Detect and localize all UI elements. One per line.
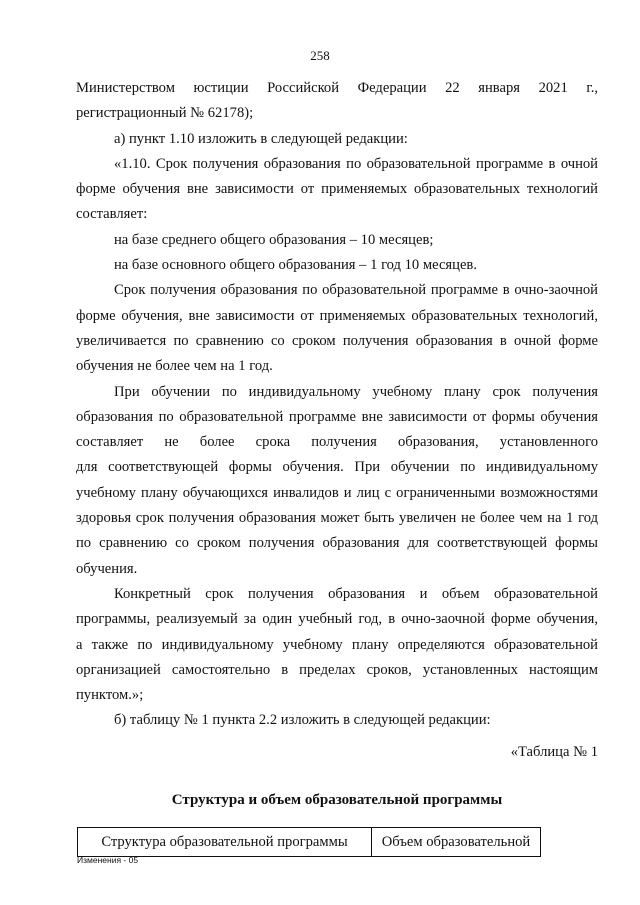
list-item-b: б) таблицу № 1 пункта 2.2 изложить в следующей редакции: — [114, 712, 491, 729]
text-line: Конкретный срок получения образования и объем образовательной — [114, 585, 598, 602]
text-line: регистрационный № 62178); — [76, 105, 254, 122]
text-line: увеличивается по сравнению со сроком получения образования в очной форме — [76, 332, 598, 349]
text-line: а также по индивидуальному учебному плану определяются образовательной — [76, 636, 598, 653]
text-line: здоровья срок получения образования может быть увеличен не более чем на 1 год — [76, 510, 598, 527]
text-line: «1.10. Срок получения образования по образовательной программе в очной — [114, 155, 598, 172]
text-line: на базе основного общего образования – 1 год 10 месяцев. — [114, 257, 477, 274]
text-line: для соответствующей формы обучения. При обучении по индивидуальному — [76, 459, 598, 476]
text-line: на базе среднего общего образования – 10 месяцев; — [114, 231, 434, 248]
text-line: образования по образовательной программе вне зависимости от формы обучения — [76, 408, 598, 425]
table-label: «Таблица № 1 — [510, 743, 598, 760]
text-line: форме обучения вне зависимости от применяемых образовательных технологий — [76, 181, 598, 198]
table-title: Структура и объем образовательной программы — [171, 792, 503, 809]
text-line: составляет: — [76, 206, 148, 223]
page-number: 258 — [310, 48, 330, 63]
text-line: При обучении по индивидуальному учебному плану срок получения — [114, 383, 598, 400]
text-line: Министерством юстиции Российской Федерации 22 января 2021 г., — [76, 80, 598, 96]
text-line: форме обучения, вне зависимости от применяемых образовательных технологий, — [76, 307, 598, 324]
text-line: составляет не более срока получения образования, установленного — [76, 434, 598, 451]
footer-note: Изменения - 05 — [77, 855, 139, 865]
text-line: обучения. — [76, 560, 138, 577]
structure-table — [77, 827, 541, 857]
table-header-cell: Структура образовательной программы — [78, 828, 372, 857]
text-line: пунктом.»; — [76, 687, 144, 704]
table-header-row — [78, 828, 541, 857]
list-item-a: а) пункт 1.10 изложить в следующей редакции: — [114, 130, 408, 147]
text-line: обучения не более чем на 1 год. — [76, 358, 273, 375]
table-header-cell: Объем образовательной — [372, 828, 541, 857]
text-line: организацией самостоятельно в пределах сроков, установленных настоящим — [76, 661, 598, 678]
text-line: учебному плану обучающихся инвалидов и лиц с ограниченными возможностями — [76, 484, 598, 501]
text-line: по сравнению со сроком получения образования для соответствующей формы — [76, 535, 598, 552]
document-body — [76, 76, 598, 857]
text-line: Срок получения образования по образовательной программе в очно-заочной — [114, 282, 598, 299]
text-line: программы, реализуемый за один учебный год, в очно-заочной форме обучения, — [76, 611, 598, 628]
